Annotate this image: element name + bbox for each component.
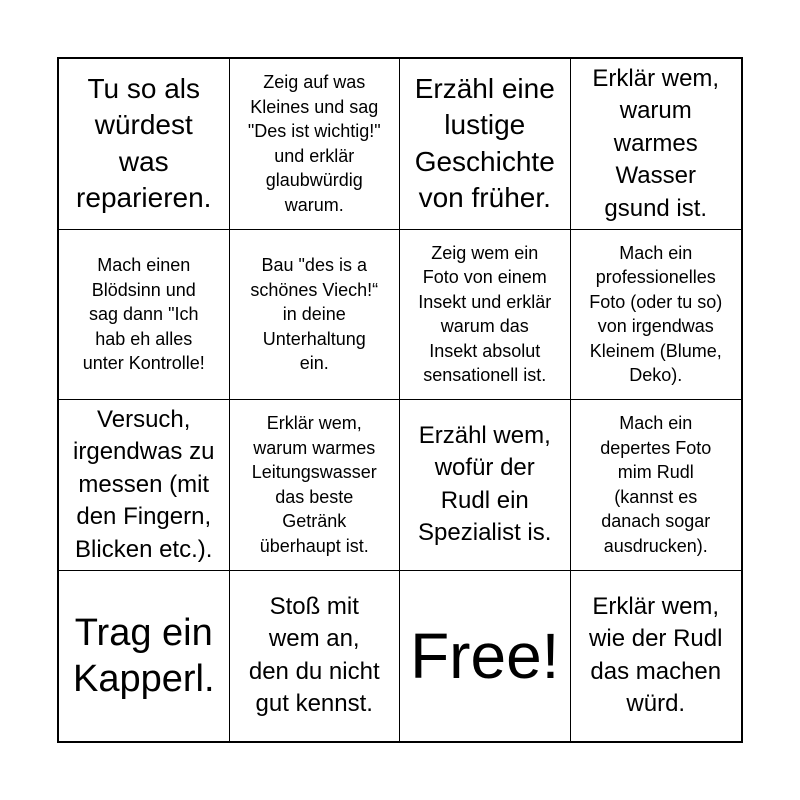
- bingo-cell-2-1[interactable]: [59, 230, 230, 401]
- bingo-cell-1-2[interactable]: [230, 59, 401, 230]
- bingo-cell-1-1[interactable]: [59, 59, 230, 230]
- bingo-cell-text: Zeig auf was Kleines und sag "Des ist wichtig!" und erklär glaubwürdig warum.: [247, 72, 381, 215]
- bingo-cell-3-2[interactable]: [230, 400, 401, 571]
- bingo-cell-text: Stoß mit wem an, den du nicht gut kennst.: [248, 592, 380, 718]
- bingo-cell-2-4[interactable]: [571, 230, 742, 401]
- bingo-board: [57, 57, 743, 743]
- bingo-cell-text: Mach ein professionelles Foto (oder tu so) von irgendwas Kleinem (Blume, Deko).: [589, 242, 723, 386]
- free-space-text: Free!: [410, 619, 560, 692]
- bingo-cell-4-2[interactable]: [230, 571, 401, 742]
- bingo-cell-1-4[interactable]: [571, 59, 742, 230]
- bingo-cell-4-4[interactable]: [571, 571, 742, 742]
- bingo-cell-text: Erklär wem, warum warmes Leitungswasser das beste Getränk überhaupt ist.: [251, 413, 377, 556]
- bingo-cell-text: Mach einen Blödsinn und sag dann "Ich hab eh alles unter Kontrolle!: [82, 255, 205, 373]
- bingo-cell-2-3[interactable]: [400, 230, 571, 401]
- bingo-cell-text: Mach ein depertes Foto mim Rudl (kannst es danach sogar ausdrucken).: [600, 413, 712, 556]
- bingo-cell-3-4[interactable]: [571, 400, 742, 571]
- bingo-cell-free[interactable]: [400, 571, 571, 742]
- bingo-cell-text: Bau "des is a schönes Viech!“ in deine Unterhaltung ein.: [250, 255, 379, 373]
- bingo-cell-3-1[interactable]: [59, 400, 230, 571]
- bingo-cell-3-3[interactable]: [400, 400, 571, 571]
- bingo-cell-text: Trag ein Kapperl.: [72, 611, 215, 700]
- bingo-cell-text: Erzähl eine lustige Geschichte von früher.: [414, 72, 555, 214]
- bingo-cell-text: Erklär wem, wie der Rudl das machen würd.: [589, 592, 723, 718]
- bingo-cell-2-2[interactable]: [230, 230, 401, 401]
- bingo-cell-text: Zeig wem ein Foto von einem Insekt und erklär warum das Insekt absolut sensationell ist.: [418, 242, 552, 386]
- bingo-cell-text: Tu so als würdest was reparieren.: [76, 72, 212, 214]
- bingo-cell-text: Versuch, irgendwas zu messen (mit den Fingern, Blicken etc.).: [73, 405, 215, 563]
- bingo-cell-1-3[interactable]: [400, 59, 571, 230]
- bingo-cell-4-1[interactable]: [59, 571, 230, 742]
- bingo-cell-text: Erzähl wem, wofür der Rudl ein Spezialist is.: [418, 421, 552, 547]
- bingo-cell-text: Erklär wem, warum warmes Wasser gsund ist.: [592, 64, 720, 222]
